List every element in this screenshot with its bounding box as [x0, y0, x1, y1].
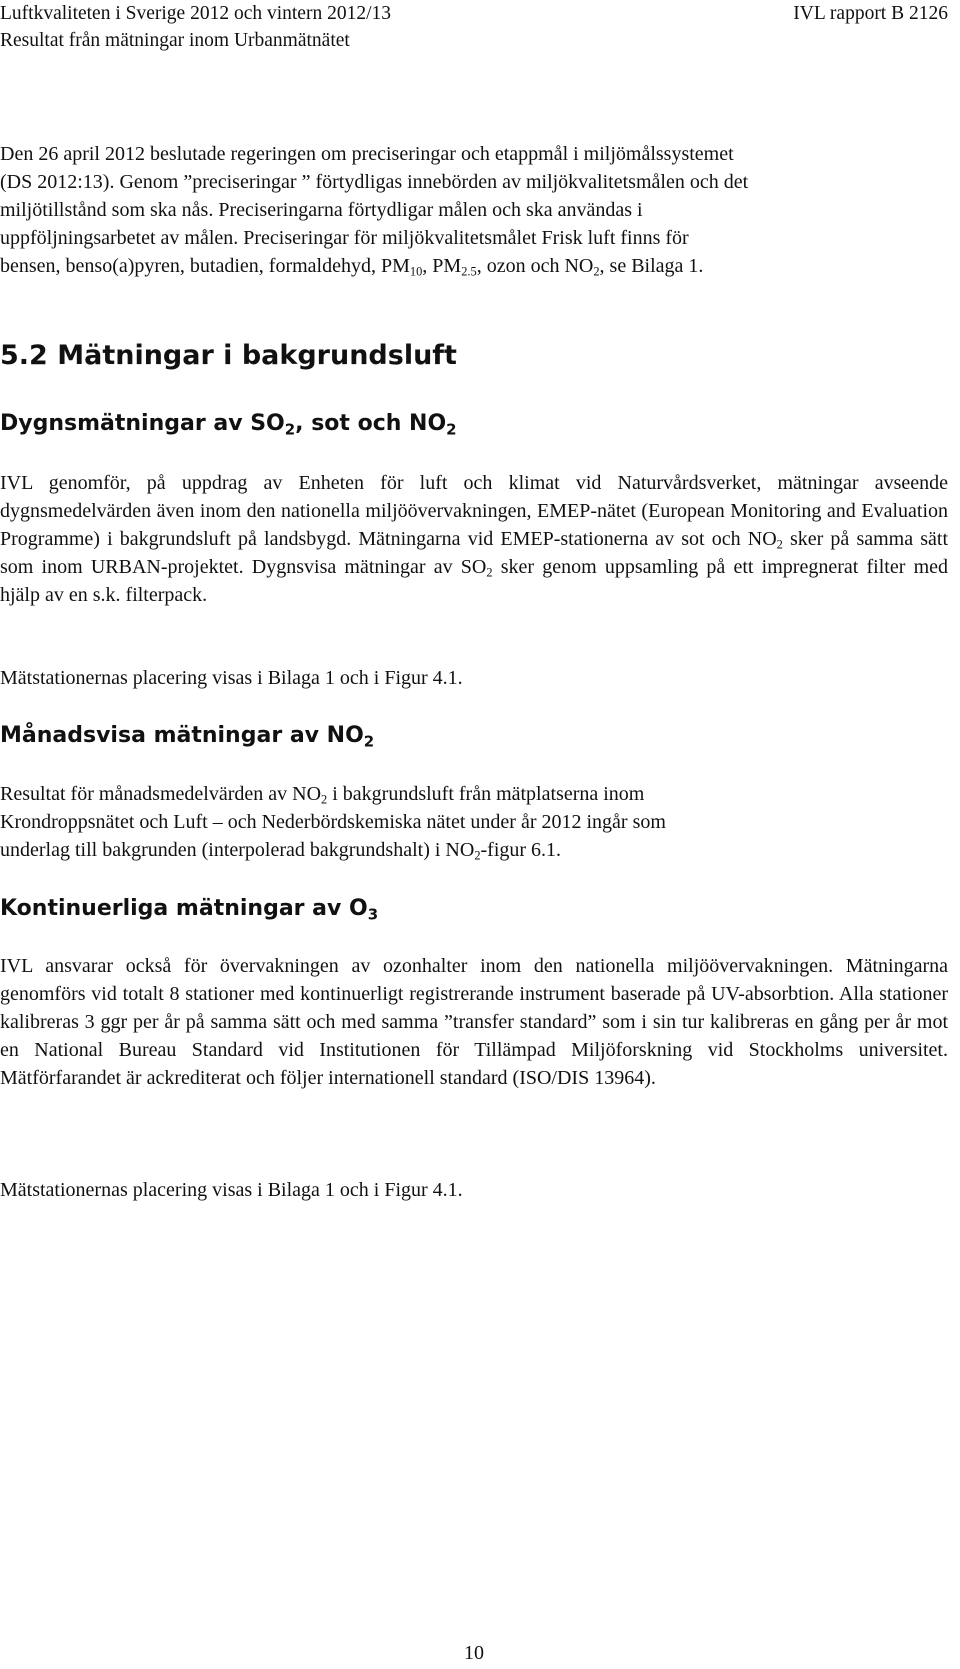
intro-line: (DS 2012:13). Genom ”preciseringar ” förtydligas innebörden av miljökvalitetsmålen och det	[0, 171, 749, 193]
ozone-paragraph: IVL ansvarar också för övervakningen av ozonhalter inom den nationella miljöövervakningen. Mätningarna genomförs vid totalt 8 stationer med kontinuerligt registrerande instrument baserade på UV-absorbtion. Alla stationer kalibreras 3 ggr per år på samma sätt och med samma ”transfer standard” som i sin tur kalibreras en gång per år mot en National Bureau Standard vid Institutionen för Tillämpad Miljöforskning vid Stockholms universitet. Mätförfarandet är ackrediterat och följer internationell standard (ISO/DIS 13964).	[0, 955, 948, 1089]
page-number: 10	[464, 1642, 484, 1664]
intro-line: bensen, benso(a)pyren, butadien, formaldehyd, $PM_{10}$, $PM_{2.5}$, ozon och $NO_2$, se Bilaga 1.	[0, 255, 704, 279]
emep-paragraph: IVL genomför, på uppdrag av Enheten för luft och klimat vid Naturvårdsverket, mätningar avseende dygnsmedelvärden även inom den nationella miljöövervakningen, EMEP-nätet (European Monitoring and Evaluation Programme) i bakgrundsluft på landsbygd. Mätningarna vid EMEP-stationerna av sot och $NO_2$ sker på samma sätt som inom URBAN-projektet. Dygnsvisa mätningar av $SO_2$ sker genom uppsamling på ett impregnerat filter med hjälp av en s.k. filterpack.	[0, 472, 948, 606]
station-placement-note: Mätstationernas placering visas i Bilaga 1 och i Figur 4.1.	[0, 1179, 463, 1201]
monthly-paragraph	[0, 780, 948, 864]
intro-line: uppföljningsarbetet av målen. Preciseringar för miljökvalitetsmålet Frisk luft finns för	[0, 227, 689, 249]
subheading-daily-measurements: Dygnsmätningar av $SO_2$, sot och $NO_2$	[0, 411, 457, 439]
monthly-line: Resultat för månadsmedelvärden av $NO_2$ i bakgrundsluft från mätplatserna inom	[0, 783, 645, 807]
header-report-number: IVL rapport B 2126	[793, 3, 948, 24]
subheading-continuous-measurements: Kontinuerliga mätningar av $O_3$	[0, 896, 379, 924]
subheading-monthly-measurements: Månadsvisa mätningar av $NO_2$	[0, 723, 375, 751]
intro-paragraph	[0, 140, 948, 280]
station-placement-note: Mätstationernas placering visas i Bilaga 1 och i Figur 4.1.	[0, 667, 463, 689]
monthly-line: Krondroppsnätet och Luft – och Nederbördskemiska nätet under år 2012 ingår som	[0, 811, 666, 833]
section-heading: 5.2 Mätningar i bakgrundsluft	[0, 340, 457, 371]
intro-line: miljötillstånd som ska nås. Preciseringarna förtydligar målen och ska användas i	[0, 199, 643, 221]
header-subtitle: Resultat från mätningar inom Urbanmätnätet	[0, 30, 350, 51]
running-header	[0, 0, 948, 54]
intro-line: Den 26 april 2012 beslutade regeringen om preciseringar och etappmål i miljömålssystemet	[0, 143, 734, 165]
header-report-title: Luftkvaliteten i Sverige 2012 och vintern 2012/13	[0, 3, 391, 24]
monthly-line: underlag till bakgrunden (interpolerad bakgrundshalt) i $NO_2$-figur 6.1.	[0, 839, 562, 863]
